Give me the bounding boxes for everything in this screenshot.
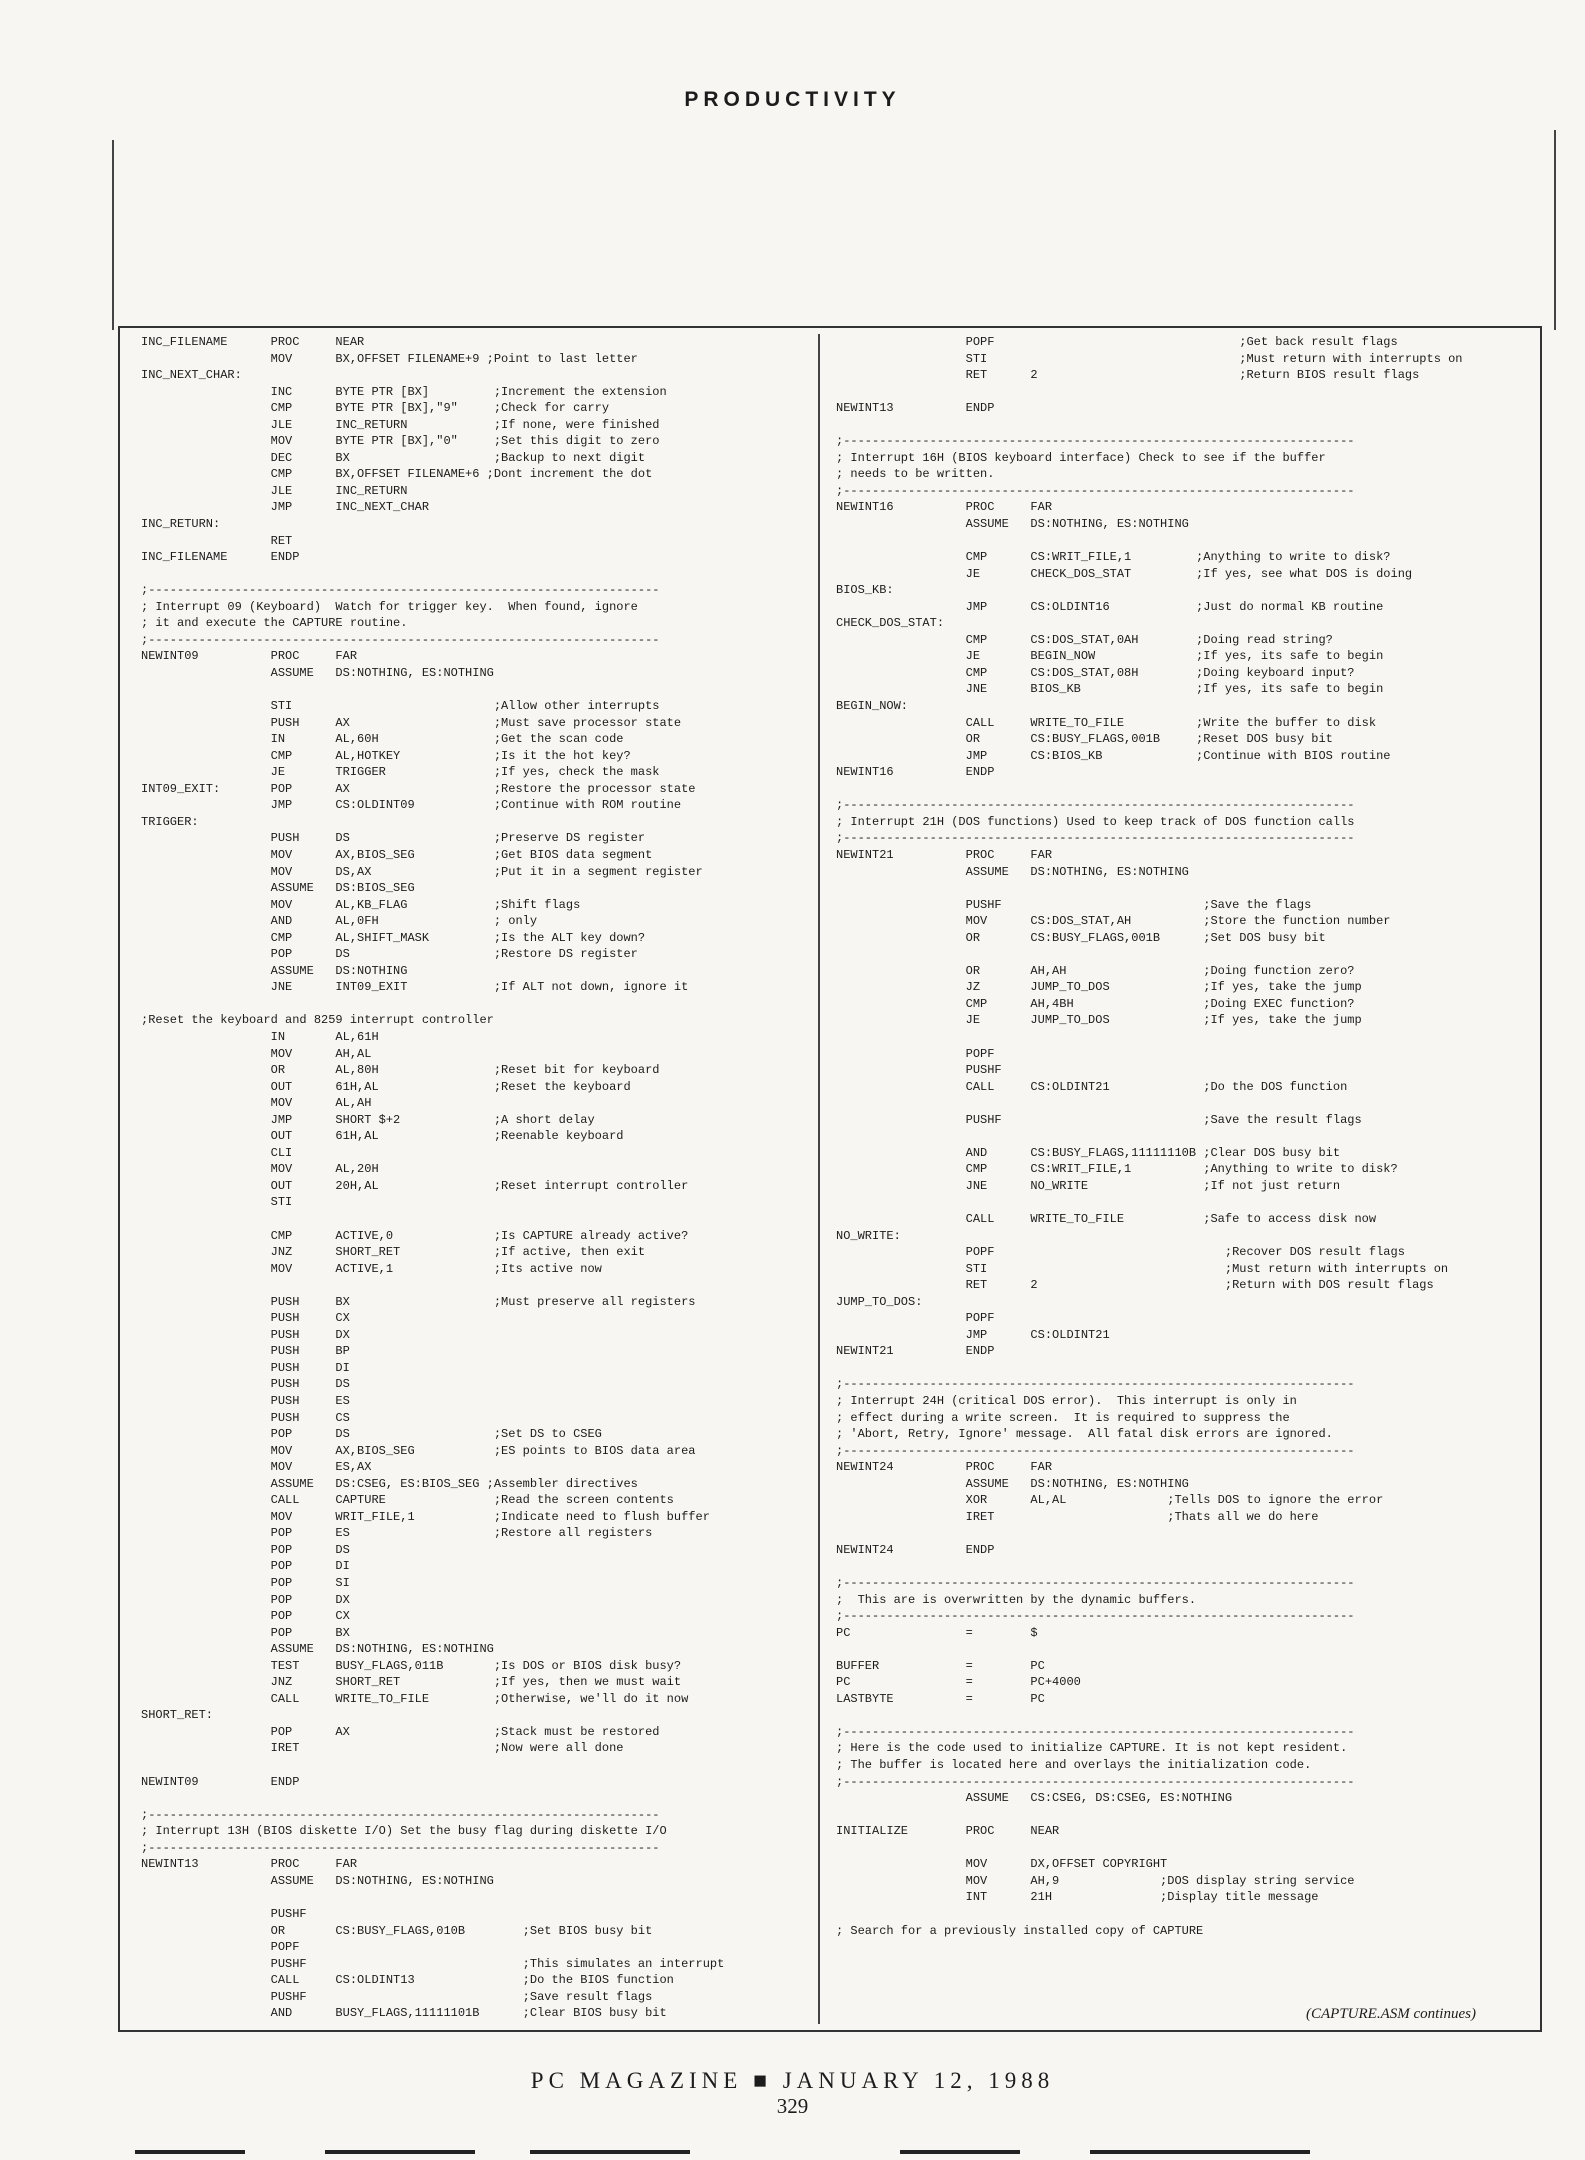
code-line: RET 2 ;Return with DOS result flags xyxy=(836,1278,1434,1293)
code-line xyxy=(836,1558,1536,1575)
code-line xyxy=(141,996,811,1013)
code-line: CMP CS:DOS_STAT,08H ;Doing keyboard input? xyxy=(836,665,1355,680)
code-line: JMP CS:OLDINT09 ;Continue with ROM routine xyxy=(141,798,682,813)
code-line: ;----------------------------------------------------------------------- xyxy=(836,1609,1355,1624)
code-line: ;----------------------------------------------------------------------- xyxy=(836,831,1355,846)
code-line: OR CS:BUSY_FLAGS,001B ;Reset DOS busy bit xyxy=(836,732,1333,747)
column-divider xyxy=(818,334,820,2024)
code-line: JNE NO_WRITE ;If not just return xyxy=(836,1178,1341,1193)
code-line: CALL CS:OLDINT21 ;Do the DOS function xyxy=(836,1079,1348,1094)
code-line: ; it and execute the CAPTURE routine. xyxy=(141,616,408,631)
code-line: ;----------------------------------------------------------------------- xyxy=(141,1840,660,1855)
code-line: BIOS_KB: xyxy=(836,583,894,598)
code-line: INC_NEXT_CHAR: xyxy=(141,368,242,383)
code-line: NEWINT24 PROC FAR xyxy=(836,1460,1053,1475)
code-line xyxy=(836,1095,1536,1112)
code-line: STI ;Allow other interrupts xyxy=(141,699,660,714)
code-line: ;----------------------------------------------------------------------- xyxy=(836,1774,1355,1789)
code-line: IN AL,60H ;Get the scan code xyxy=(141,732,624,747)
code-line: MOV AH,AL xyxy=(141,1046,372,1061)
code-line: LASTBYTE = PC xyxy=(836,1691,1045,1706)
code-line: ;----------------------------------------------------------------------- xyxy=(836,1724,1355,1739)
code-line: JE TRIGGER ;If yes, check the mask xyxy=(141,765,660,780)
code-line: MOV AL,20H xyxy=(141,1162,379,1177)
code-line: OUT 61H,AL ;Reset the keyboard xyxy=(141,1079,631,1094)
code-line: ; Interrupt 24H (critical DOS error). This interrupt is only in xyxy=(836,1394,1297,1408)
code-line: MOV AX,BIOS_SEG ;ES points to BIOS data area xyxy=(141,1443,696,1458)
code-line: CMP AL,SHIFT_MASK ;Is the ALT key down? xyxy=(141,930,646,945)
code-line: JMP CS:BIOS_KB ;Continue with BIOS routine xyxy=(836,748,1391,763)
code-line xyxy=(836,1707,1536,1724)
code-line: SHORT_RET: xyxy=(141,1708,214,1723)
code-line: ASSUME DS:NOTHING, ES:NOTHING xyxy=(141,1642,494,1657)
code-line: POPF xyxy=(836,1311,995,1326)
code-line: CALL CS:OLDINT13 ;Do the BIOS function xyxy=(141,1973,674,1988)
code-line: ; needs to be written. xyxy=(836,467,995,482)
code-line: MOV DS,AX ;Put it in a segment register xyxy=(141,864,703,879)
code-line: PUSHF ;Save the flags xyxy=(836,897,1312,912)
code-line: ;----------------------------------------------------------------------- xyxy=(836,434,1355,449)
code-line: NEWINT13 PROC FAR xyxy=(141,1857,358,1872)
code-line: JMP CS:OLDINT21 xyxy=(836,1327,1110,1342)
code-line: MOV AL,KB_FLAG ;Shift flags xyxy=(141,897,581,912)
code-line: TRIGGER: xyxy=(141,814,199,829)
code-line xyxy=(141,1211,811,1228)
code-line: CMP AH,4BH ;Doing EXEC function? xyxy=(836,996,1355,1011)
code-line: NEWINT24 ENDP xyxy=(836,1542,995,1557)
code-line: PUSH DS xyxy=(141,1377,350,1392)
code-line xyxy=(836,1360,1536,1377)
code-line: ; Interrupt 09 (Keyboard) Watch for trigger key. When found, ignore xyxy=(141,599,638,614)
left-margin-rule xyxy=(112,140,114,330)
code-line: JLE INC_RETURN ;If none, were finished xyxy=(141,417,660,432)
code-line xyxy=(836,1807,1536,1824)
code-line xyxy=(141,681,811,698)
code-line: ;----------------------------------------------------------------------- xyxy=(141,632,660,647)
code-line: INC_FILENAME PROC NEAR xyxy=(141,335,365,349)
code-line: MOV AL,AH xyxy=(141,1096,372,1111)
code-line: INC BYTE PTR [BX] ;Increment the extension xyxy=(141,384,667,399)
code-line xyxy=(836,946,1536,963)
code-line: AND BUSY_FLAGS,11111101B ;Clear BIOS busy bit xyxy=(141,2006,667,2021)
code-line: PUSH BX ;Must preserve all registers xyxy=(141,1294,696,1309)
code-line xyxy=(836,1906,1536,1923)
code-line: ;----------------------------------------------------------------------- xyxy=(836,1443,1355,1458)
code-line: JUMP_TO_DOS: xyxy=(836,1294,923,1309)
code-line: OR AH,AH ;Doing function zero? xyxy=(836,963,1355,978)
scan-artifact xyxy=(135,2150,245,2154)
code-line: OUT 61H,AL ;Reenable keyboard xyxy=(141,1129,624,1144)
code-line: STI xyxy=(141,1195,293,1210)
code-line: JE BEGIN_NOW ;If yes, its safe to begin xyxy=(836,649,1384,664)
code-line: OR CS:BUSY_FLAGS,001B ;Set DOS busy bit xyxy=(836,930,1326,945)
code-line: PUSH DI xyxy=(141,1360,350,1375)
code-line: STI ;Must return with interrupts on xyxy=(836,351,1463,366)
code-line: JNZ SHORT_RET ;If active, then exit xyxy=(141,1245,646,1260)
code-line: JMP INC_NEXT_CHAR xyxy=(141,500,430,515)
code-line: CMP BYTE PTR [BX],"9" ;Check for carry xyxy=(141,401,610,416)
code-line: PUSHF xyxy=(141,1906,307,1921)
code-line: JLE INC_RETURN xyxy=(141,483,408,498)
code-line: ; Here is the code used to initialize CAPTURE. It is not kept resident. xyxy=(836,1741,1348,1756)
code-line: IN AL,61H xyxy=(141,1029,379,1044)
code-line: OUT 20H,AL ;Reset interrupt controller xyxy=(141,1178,689,1193)
magazine-footer: PC MAGAZINE ■ JANUARY 12, 1988 xyxy=(530,2068,1055,2093)
code-line: CMP ACTIVE,0 ;Is CAPTURE already active? xyxy=(141,1228,689,1243)
code-line: CLI xyxy=(141,1145,293,1160)
code-line: ASSUME CS:CSEG, DS:CSEG, ES:NOTHING xyxy=(836,1791,1233,1806)
code-line: NEWINT16 PROC FAR xyxy=(836,500,1053,515)
code-line: ;----------------------------------------------------------------------- xyxy=(836,483,1355,498)
scan-artifact xyxy=(1090,2150,1310,2154)
code-line: MOV DX,OFFSET COPYRIGHT xyxy=(836,1857,1168,1872)
code-line xyxy=(141,1277,811,1294)
code-line: NEWINT16 ENDP xyxy=(836,765,995,780)
code-line: POPF xyxy=(836,1046,995,1061)
code-line: CALL CAPTURE ;Read the screen contents xyxy=(141,1493,674,1508)
code-line: NEWINT09 PROC FAR xyxy=(141,649,358,664)
code-line: ; Interrupt 16H (BIOS keyboard interface) Check to see if the buffer xyxy=(836,450,1326,465)
code-line: PUSH CS xyxy=(141,1410,350,1425)
code-line: MOV BX,OFFSET FILENAME+9 ;Point to last letter xyxy=(141,351,638,366)
code-line xyxy=(836,781,1536,798)
code-line: CMP AL,HOTKEY ;Is it the hot key? xyxy=(141,748,631,763)
code-line: ; Search for a previously installed copy of CAPTURE xyxy=(836,1923,1204,1938)
code-line: POP DX xyxy=(141,1592,350,1607)
code-line: ;----------------------------------------------------------------------- xyxy=(141,583,660,598)
code-line: POP SI xyxy=(141,1576,350,1591)
code-line: PC = $ xyxy=(836,1625,1038,1640)
code-line: ;----------------------------------------------------------------------- xyxy=(836,798,1355,813)
code-line: INC_FILENAME ENDP xyxy=(141,550,300,565)
code-line: CALL WRITE_TO_FILE ;Safe to access disk now xyxy=(836,1211,1377,1226)
section-header: PRODUCTIVITY xyxy=(684,88,901,111)
code-line: CALL WRITE_TO_FILE ;Write the buffer to disk xyxy=(836,715,1377,730)
code-line: CHECK_DOS_STAT: xyxy=(836,616,945,631)
code-line: CMP CS:DOS_STAT,0AH ;Doing read string? xyxy=(836,632,1333,647)
code-line: PUSH DX xyxy=(141,1327,350,1342)
code-line: JNZ SHORT_RET ;If yes, then we must wait xyxy=(141,1675,682,1690)
code-line: POP DS xyxy=(141,1542,350,1557)
code-line: MOV BYTE PTR [BX],"0" ;Set this digit to zero xyxy=(141,434,660,449)
code-line: ASSUME DS:CSEG, ES:BIOS_SEG ;Assembler directives xyxy=(141,1476,638,1491)
code-line: STI ;Must return with interrupts on xyxy=(836,1261,1449,1276)
code-line: JZ JUMP_TO_DOS ;If yes, take the jump xyxy=(836,980,1362,995)
code-line: ; Interrupt 13H (BIOS diskette I/O) Set the busy flag during diskette I/O xyxy=(141,1824,667,1839)
code-line: ASSUME DS:NOTHING, ES:NOTHING xyxy=(141,1873,494,1888)
code-line: INT09_EXIT: POP AX ;Restore the processor state xyxy=(141,781,696,796)
code-line: JNE BIOS_KB ;If yes, its safe to begin xyxy=(836,682,1384,697)
code-column-left xyxy=(141,334,811,2022)
code-line: IRET ;Now were all done xyxy=(141,1741,624,1756)
code-line: POPF ;Recover DOS result flags xyxy=(836,1245,1405,1260)
code-line: NO_WRITE: xyxy=(836,1228,901,1243)
code-line: RET 2 ;Return BIOS result flags xyxy=(836,368,1420,383)
code-line: MOV ACTIVE,1 ;Its active now xyxy=(141,1261,602,1276)
code-line: PUSH BP xyxy=(141,1344,350,1359)
code-line: TEST BUSY_FLAGS,011B ;Is DOS or BIOS disk busy? xyxy=(141,1658,682,1673)
code-line: NEWINT21 ENDP xyxy=(836,1344,995,1359)
code-line: INT 21H ;Display title message xyxy=(836,1890,1319,1905)
code-line: ASSUME DS:NOTHING, ES:NOTHING xyxy=(141,665,494,680)
code-line: POP BX xyxy=(141,1625,350,1640)
code-line: CMP CS:WRIT_FILE,1 ;Anything to write to disk? xyxy=(836,550,1391,565)
code-line xyxy=(836,880,1536,897)
code-line: MOV ES,AX xyxy=(141,1460,372,1475)
code-line: ; The buffer is located here and overlays the initialization code. xyxy=(836,1758,1312,1773)
scan-artifact xyxy=(900,2150,1020,2154)
code-line xyxy=(836,1525,1536,1542)
code-line: JE JUMP_TO_DOS ;If yes, take the jump xyxy=(836,1013,1362,1028)
code-line: ASSUME DS:NOTHING, ES:NOTHING xyxy=(836,517,1189,532)
code-line: ;Reset the keyboard and 8259 interrupt controller xyxy=(141,1013,494,1028)
code-line: PUSH DS ;Preserve DS register xyxy=(141,831,646,846)
code-line: INC_RETURN: xyxy=(141,517,221,532)
right-margin-rule xyxy=(1554,130,1556,330)
code-line: ;----------------------------------------------------------------------- xyxy=(141,1807,660,1822)
scan-artifact xyxy=(325,2150,475,2154)
code-line: MOV AX,BIOS_SEG ;Get BIOS data segment xyxy=(141,847,653,862)
code-line: NEWINT13 ENDP xyxy=(836,401,995,416)
code-line: OR AL,80H ;Reset bit for keyboard xyxy=(141,1063,660,1078)
code-line: ; This are is overwritten by the dynamic buffers. xyxy=(836,1592,1197,1607)
code-line: JE CHECK_DOS_STAT ;If yes, see what DOS is doing xyxy=(836,566,1413,581)
code-line: PUSHF ;Save the result flags xyxy=(836,1112,1362,1127)
code-line: NEWINT09 ENDP xyxy=(141,1774,300,1789)
code-line: POP AX ;Stack must be restored xyxy=(141,1724,660,1739)
code-line: CMP BX,OFFSET FILENAME+6 ;Dont increment the dot xyxy=(141,467,653,482)
code-line: OR CS:BUSY_FLAGS,010B ;Set BIOS busy bit xyxy=(141,1923,653,1938)
code-line xyxy=(141,1889,811,1906)
code-line: POP ES ;Restore all registers xyxy=(141,1526,653,1541)
code-line: POP DS ;Set DS to CSEG xyxy=(141,1427,602,1442)
code-line: MOV WRIT_FILE,1 ;Indicate need to flush buffer xyxy=(141,1509,710,1524)
code-line xyxy=(836,533,1536,550)
code-line: DEC BX ;Backup to next digit xyxy=(141,450,646,465)
code-line: PUSHF xyxy=(836,1063,1002,1078)
code-line: PUSHF ;This simulates an interrupt xyxy=(141,1956,725,1971)
code-line: ;----------------------------------------------------------------------- xyxy=(836,1576,1355,1591)
code-line: POP CX xyxy=(141,1609,350,1624)
code-line xyxy=(836,1194,1536,1211)
code-line: POPF ;Get back result flags xyxy=(836,335,1398,349)
code-line: PUSH ES xyxy=(141,1394,350,1408)
code-line: CALL WRITE_TO_FILE ;Otherwise, we'll do it now xyxy=(141,1691,689,1706)
code-line: POPF xyxy=(141,1940,300,1955)
code-line: ;----------------------------------------------------------------------- xyxy=(836,1377,1355,1392)
code-line: POP DI xyxy=(141,1559,350,1574)
code-line: IRET ;Thats all we do here xyxy=(836,1509,1319,1524)
code-line: ; Interrupt 21H (DOS functions) Used to keep track of DOS function calls xyxy=(836,814,1355,829)
code-line: BEGIN_NOW: xyxy=(836,699,909,714)
code-line xyxy=(836,1128,1536,1145)
code-line: JMP CS:OLDINT16 ;Just do normal KB routine xyxy=(836,599,1384,614)
code-line: ASSUME DS:BIOS_SEG xyxy=(141,881,415,896)
code-line: PC = PC+4000 xyxy=(836,1675,1081,1690)
code-line: MOV CS:DOS_STAT,AH ;Store the function number xyxy=(836,914,1391,929)
code-line: PUSH CX xyxy=(141,1311,350,1326)
code-line: ASSUME DS:NOTHING, ES:NOTHING xyxy=(836,1476,1189,1491)
code-line xyxy=(141,1790,811,1807)
code-column-right xyxy=(836,334,1536,1939)
code-line: ASSUME DS:NOTHING, ES:NOTHING xyxy=(836,864,1189,879)
code-line: AND CS:BUSY_FLAGS,11111110B ;Clear DOS busy bit xyxy=(836,1145,1341,1160)
code-line: INITIALIZE PROC NEAR xyxy=(836,1824,1060,1839)
code-line xyxy=(836,384,1536,401)
code-line: AND AL,0FH ; only xyxy=(141,914,538,929)
code-line: NEWINT21 PROC FAR xyxy=(836,847,1053,862)
code-line: XOR AL,AL ;Tells DOS to ignore the error xyxy=(836,1493,1384,1508)
code-line: PUSHF ;Save result flags xyxy=(141,1989,653,2004)
code-line xyxy=(836,1029,1536,1046)
page-number: 329 xyxy=(776,2094,809,2118)
code-line xyxy=(836,417,1536,434)
code-line: ASSUME DS:NOTHING xyxy=(141,963,408,978)
code-line: MOV AH,9 ;DOS display string service xyxy=(836,1873,1355,1888)
code-line: ; 'Abort, Retry, Ignore' message. All fatal disk errors are ignored. xyxy=(836,1427,1333,1442)
code-line: JMP SHORT $+2 ;A short delay xyxy=(141,1112,595,1127)
code-line xyxy=(141,1757,811,1774)
code-line xyxy=(836,1840,1536,1857)
continuation-note: (CAPTURE.ASM continues) xyxy=(1306,2006,1476,2022)
code-line: ; effect during a write screen. It is required to suppress the xyxy=(836,1410,1290,1425)
code-line: PUSH AX ;Must save processor state xyxy=(141,715,682,730)
code-line: RET xyxy=(141,533,293,548)
code-line xyxy=(836,1641,1536,1658)
code-line: JNE INT09_EXIT ;If ALT not down, ignore it xyxy=(141,980,689,995)
code-line xyxy=(141,566,811,583)
scan-artifact xyxy=(530,2150,690,2154)
code-line: CMP CS:WRIT_FILE,1 ;Anything to write to disk? xyxy=(836,1162,1398,1177)
code-line: BUFFER = PC xyxy=(836,1658,1045,1673)
code-line: POP DS ;Restore DS register xyxy=(141,947,638,962)
